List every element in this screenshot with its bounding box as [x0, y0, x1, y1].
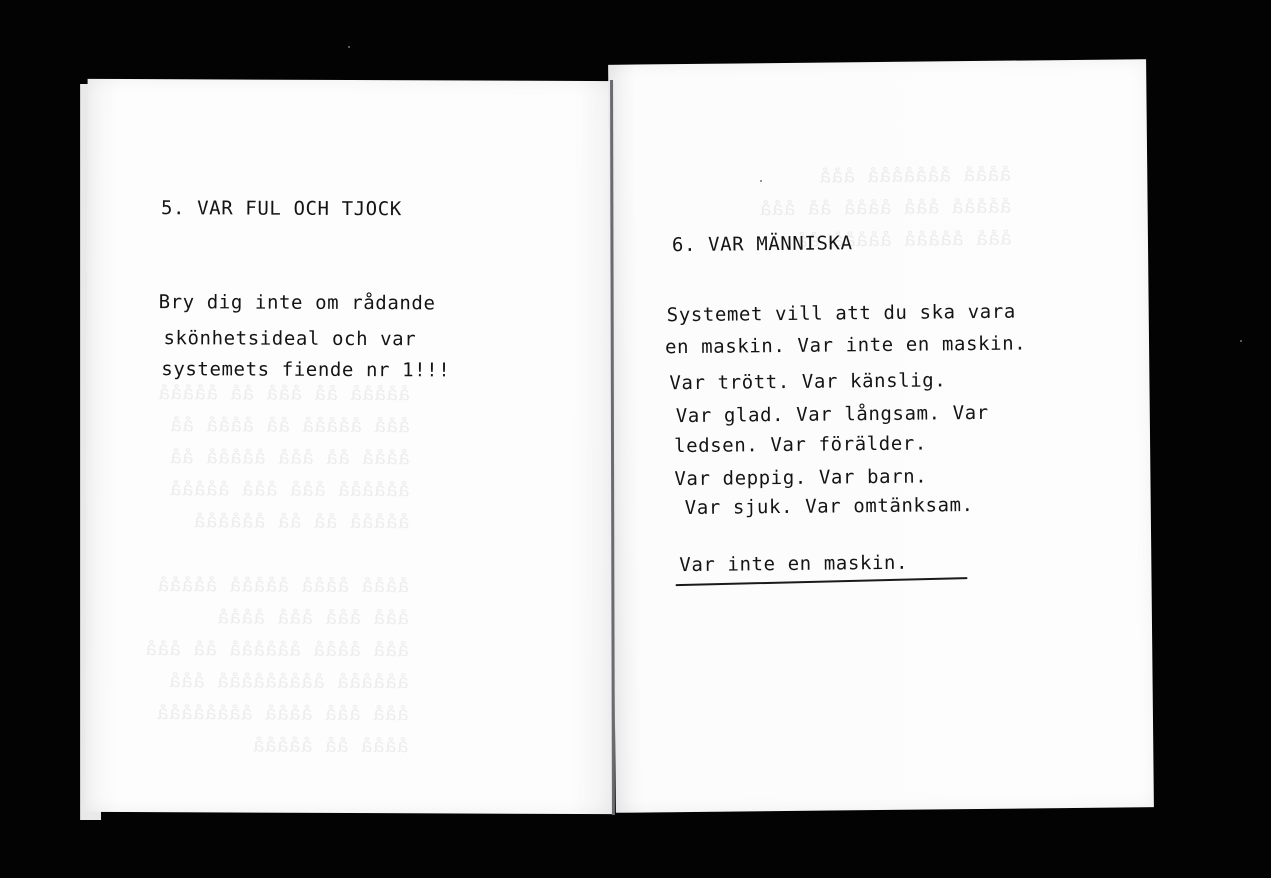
left-body-line: systemets fiende nr 1!!! [161, 358, 451, 382]
closing-line: Var inte en maskin. [679, 551, 909, 577]
left-page [84, 79, 617, 814]
right-heading: 6. VAR MÄNNISKA [671, 232, 853, 257]
dust-speck [1240, 340, 1242, 342]
dust-speck [760, 180, 762, 182]
right-body-line: ledsen. Var förälder. [673, 432, 928, 458]
hand-drawn-underline [676, 577, 968, 586]
right-body-line: Var glad. Var långsam. Var [675, 401, 989, 428]
dust-speck [348, 46, 350, 48]
right-body-line: Var deppig. Var barn. [674, 465, 928, 491]
right-page [608, 59, 1154, 813]
show-through-text: åååå ååååååå ååå ååååå ååå åååå åå ååå ååå ååååå ååååå åå [759, 164, 1013, 254]
left-heading: 5. VAR FUL OCH TJOCK [160, 197, 402, 221]
left-body-line: skönhetsideal och var [163, 327, 417, 351]
right-body-line: Var sjuk. Var omtänksam. [684, 494, 974, 520]
left-body-line: Bry dig inte om rådande [158, 291, 436, 315]
right-body-line: en maskin. Var inte en maskin. [664, 332, 1027, 359]
show-through-text: ååååå åå ååå åå ååååå ååå ååååå åå åååå åå åååå åå ååå ååååå åå åååååå ååå ååå ååååå ååååå åå åå åååååå åååå åååå ååååå ååååå ååå ååå ååå åååå ååå åååå åååååå åå ååå åååååå ååååååååå ååå ååå ååå åååå åååååååå åååå åå ååååå [145, 383, 411, 760]
right-body-line: Var trött. Var känslig. [669, 369, 947, 395]
right-body-line: Systemet vill att du ska vara [666, 300, 1016, 327]
